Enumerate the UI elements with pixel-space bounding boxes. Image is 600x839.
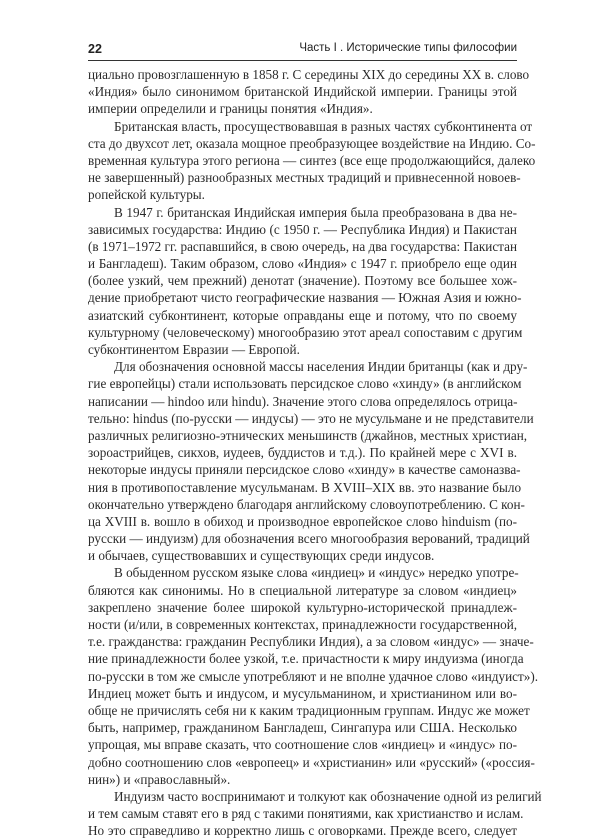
text-line: временная культура этого региона — синтез (все еще продолжающийся, далеко — [88, 152, 536, 168]
text-line: бляются как синонимы. Но в специальной литературе за словом «индиец» — [88, 582, 517, 598]
text-line: различных религиозно-этнических меньшинств (джайнов, местных христиан, — [88, 427, 528, 443]
paragraph — [88, 788, 542, 839]
text-line: Британская власть, просуществовавшая в разных частях субконтинента от — [114, 118, 533, 134]
text-line: гие европейцы) стали использовать персидское слово «хинду» (в английском — [88, 376, 522, 392]
body-text — [88, 66, 542, 839]
text-line: Но это справедливо и корректно лишь с оговорками. Прежде всего, следует — [88, 823, 517, 839]
text-line: некоторые индусы приняли персидское слово «хинду» в качестве самоназва- — [88, 462, 521, 478]
page-number: 22 — [88, 42, 102, 56]
text-line: упрощая, мы вправе сказать, что соотношение слов «индиец» и «индус» по- — [88, 737, 517, 753]
text-line: по-русски в том же смысле употребляют и не вполне удачное слово «индуист»). — [88, 668, 539, 684]
text-line: империи определили и границы понятия «Индия». — [88, 101, 373, 117]
text-line: «Индия» было синонимом британской Индийской империи. Границы этой — [88, 84, 517, 100]
text-line: Индуизм часто воспринимают и толкуют как обозначение одной из религий — [114, 788, 542, 804]
paragraph — [88, 358, 534, 564]
text-line: ста до двухсот лет, оказала мощное преобразующее воздействие на Индию. Со- — [88, 135, 536, 151]
text-line: и Бангладеш). Таким образом, слово «Индия» с 1947 г. приобрело еще один — [88, 256, 517, 272]
text-line: (более узкий, чем прежний) денотат (значение). Поэтому все большее хож- — [88, 273, 517, 289]
text-line: В 1947 г. британская Индийская империя была преобразована в два не- — [114, 204, 517, 220]
text-line: ропейской культуры. — [88, 187, 205, 203]
text-line: Индиец может быть и индусом, и мусульманином, и христианином или во- — [88, 685, 517, 701]
text-line: тельно: hindus (по-русски — индусы) — это не мусульмане и не представители — [88, 410, 534, 426]
text-line: русски — индуизм) для обозначения всего многообразия верований, традиций — [88, 531, 530, 547]
text-line: циально провозглашенную в 1858 г. С середины XIX до середины XX в. слово — [88, 67, 530, 82]
text-line: ния в противопоставление мусульманам. В XVIII–XIX вв. это название было — [88, 479, 522, 495]
text-line: азиатский субконтинент, которые оправданы еще и потому, что по своему — [88, 307, 517, 323]
text-line: ние принадлежности более узкой, т.е. причастности к миру индуизма (иногда — [88, 651, 524, 667]
text-line: добно соотношению слов «европеец» и «христианин» или «русский» («россия- — [88, 754, 535, 770]
paragraph — [88, 66, 530, 118]
text-line: и тем самым ставят его в ряд с такими понятиями, как христианство и ислам. — [88, 806, 524, 822]
page-header — [88, 40, 517, 61]
text-line: культурному (человеческому) многообразию этот ареал сопоставим с другим — [88, 324, 523, 340]
text-line: не завершенный) разнообразных местных традиций и привнесенной новоев- — [88, 170, 521, 186]
running-title: Часть I . Исторические типы философии — [299, 42, 517, 54]
paragraph — [88, 564, 539, 787]
text-line: субконтинентом Евразии — Европой. — [88, 342, 300, 357]
text-line: (в 1971–1972 гг. распавшийся, в свою очередь, на два государства: Пакистан — [88, 238, 518, 254]
text-line: Для обозначения основной массы населения Индии британцы (как и дру- — [114, 359, 528, 375]
text-line: быть, например, гражданином Бангладеш, Сингапура или США. Несколько — [88, 720, 517, 736]
text-line: дение приобретают чисто географические названия — Южная Азия и южно- — [88, 290, 522, 306]
text-line: закреплено значение более широкой культурно-исторической принадлеж- — [88, 599, 517, 615]
text-line: В обыденном русском языке слова «индиец» и «индус» нередко употре- — [114, 565, 519, 581]
text-line: написании — hindoo или hindu). Значение этого слова определялось отрица- — [88, 393, 518, 409]
text-line: ца XVIII в. вошло в обиход и производное европейское слово hinduism (по- — [88, 513, 517, 529]
text-line: ности (и/или, в современных контекстах, принадлежности государственной, — [88, 617, 518, 632]
paragraph — [88, 204, 523, 359]
text-line: нин») и «православный». — [88, 771, 231, 787]
text-line: т.е. гражданства: гражданин Республики Индия), а за словом «индус» — значе- — [88, 634, 534, 650]
text-line: зороастрийцев, сикхов, иудеев, буддистов и т.д.). По крайней мере с XVI в. — [88, 445, 517, 461]
text-line: обще не причислять себя ни к каким традиционным группам. Индус же может — [88, 702, 530, 718]
text-line: и обычаев, существовавших и существующих среди индусов. — [88, 548, 435, 564]
text-line: зависимых государства: Индию (с 1950 г. — Республика Индия) и Пакистан — [88, 221, 517, 237]
text-line: окончательно утверждено благодаря английскому словоупотреблению. С кон- — [88, 496, 525, 512]
paragraph — [88, 118, 536, 204]
